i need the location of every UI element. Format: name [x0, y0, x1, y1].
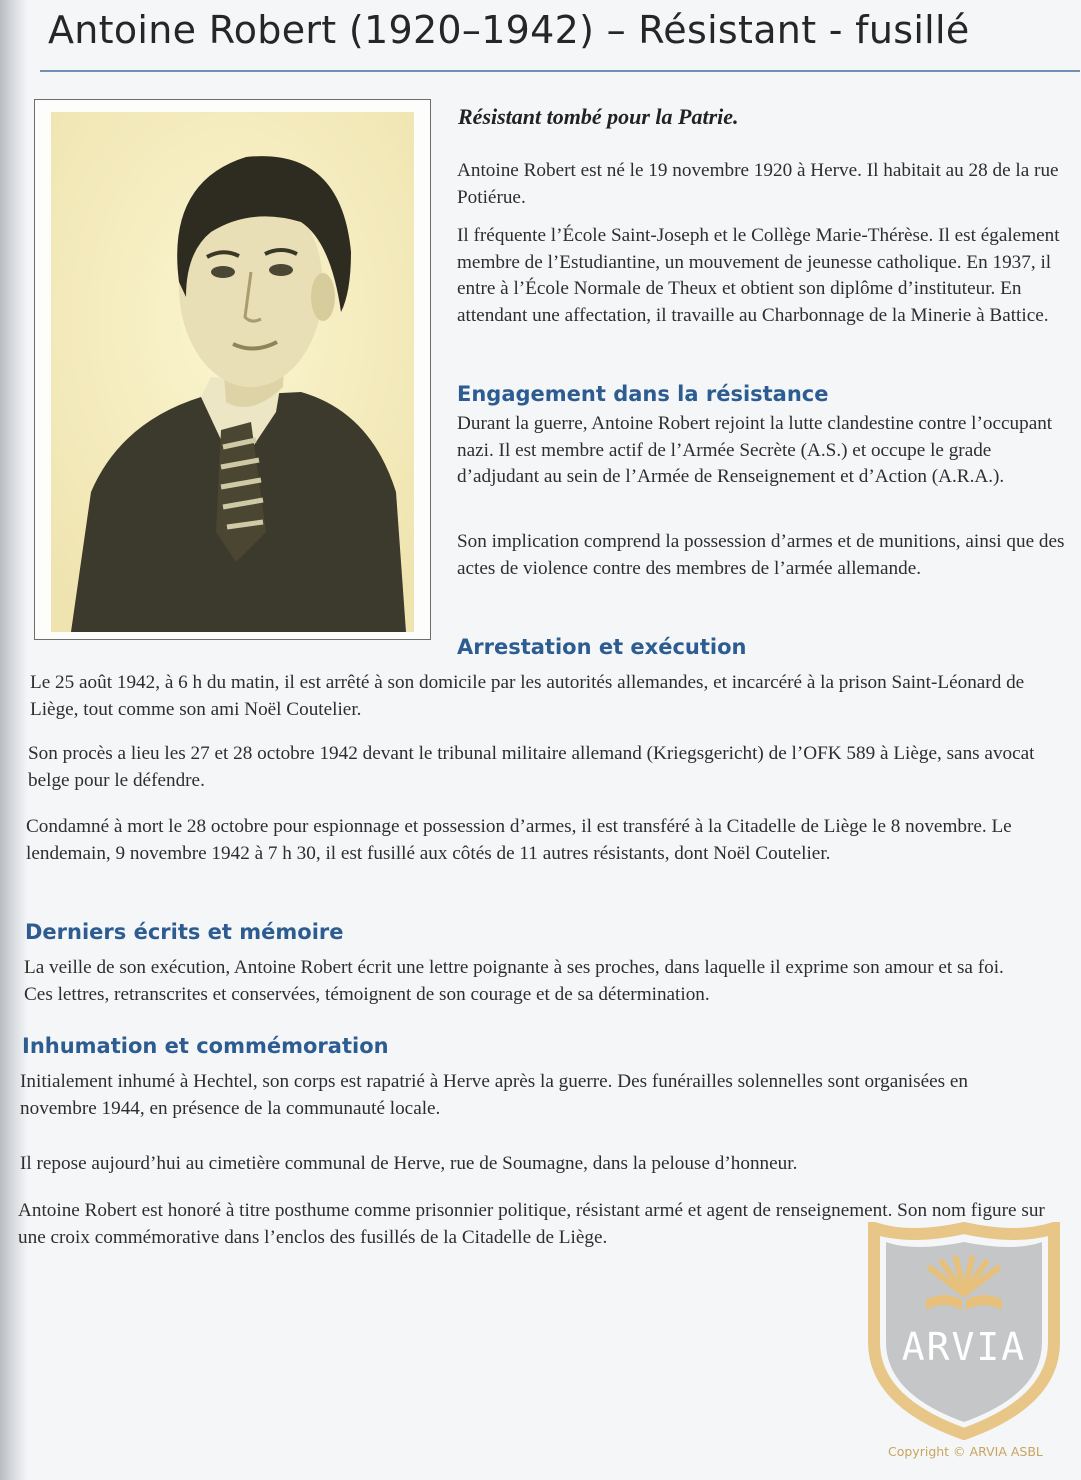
portrait-photo — [51, 112, 414, 632]
intro-paragraph-education: Il fréquente l’École Saint-Joseph et le Collège Marie-Thérèse. Il est également membre de l’Estudiantine, un mouvement de jeunesse catholique. En 1937, il entre à l’École Normale de Theux et obtient son diplôme d’instituteur. En attendant une affectation, il travaille au Charbonnage de la Minerie à Battice. — [457, 225, 1060, 326]
page-title: Antoine Robert (1920–1942) – Résistant - fusillé — [48, 8, 970, 52]
heading-ecrits: Derniers écrits et mémoire — [25, 920, 344, 944]
arrestation-paragraph-2: Son procès a lieu les 27 et 28 octobre 1942 devant le tribunal militaire allemand (Kriegsgericht) de l’OFK 589 à Liège, sans avocat belge pour le défendre. — [28, 743, 1035, 791]
book-spine-shadow — [0, 0, 28, 1480]
heading-arrestation: Arrestation et exécution — [457, 635, 747, 659]
arrestation-paragraph-3: Condamné à mort le 28 octobre pour espionnage et possession d’armes, il est transféré à la Citadelle de Liège le 8 novembre. Le lendemain, 9 novembre 1942 à 7 h 30, il est fusillé aux côtés de 11 autres résistants, dont Noël Coutelier. — [26, 816, 1012, 864]
ecrits-paragraph-1: La veille de son exécution, Antoine Robert écrit une lettre poignante à ses proches, dans laquelle il exprime son amour et sa foi. Ces lettres, retranscrites et conservées, témoignent de son courage et de sa détermination. — [24, 957, 1004, 1005]
intro-paragraph-birth: Antoine Robert est né le 19 novembre 1920 à Herve. Il habitait au 28 de la rue Potiérue. — [457, 160, 1059, 208]
copyright-notice: Copyright © ARVIA ASBL — [888, 1444, 1043, 1459]
engagement-paragraph-1: Durant la guerre, Antoine Robert rejoint la lutte clandestine contre l’occupant nazi. Il est membre actif de l’Armée Secrète (A.S.) et occupe le grade d’adjudant au sein de l’Armée de Renseignement et d’Action (A.R.A.). — [457, 413, 1053, 487]
arvia-watermark-logo — [868, 1222, 1060, 1440]
engagement-paragraph-2: Son implication comprend la possession d’armes et de munitions, ainsi que des actes de violence contre des membres de l’armée allemande. — [457, 531, 1065, 579]
inhumation-paragraph-1: Initialement inhumé à Hechtel, son corps est rapatrié à Herve après la guerre. Des funérailles solennelles sont organisées en novembre 1944, en présence de la communauté locale. — [20, 1071, 969, 1119]
logo-text: ARVIA — [901, 1325, 1027, 1369]
heading-engagement: Engagement dans la résistance — [457, 382, 829, 406]
title-divider — [40, 70, 1080, 72]
portrait-frame — [34, 99, 431, 640]
portrait-subtitle: Résistant tombé pour la Patrie. — [458, 104, 739, 129]
heading-inhumation: Inhumation et commémoration — [22, 1034, 389, 1058]
arrestation-paragraph-1: Le 25 août 1942, à 6 h du matin, il est arrêté à son domicile par les autorités allemandes, et incarcéré à la prison Saint-Léonard de Liège, tout comme son ami Noël Coutelier. — [30, 672, 1025, 720]
inhumation-paragraph-3: Antoine Robert est honoré à titre posthume comme prisonnier politique, résistant armé et agent de renseignement. Son nom figure sur une croix commémorative dans l’enclos des fusillés de la Citadelle de Liège. — [18, 1200, 1045, 1248]
inhumation-paragraph-2: Il repose aujourd’hui au cimetière communal de Herve, rue de Soumagne, dans la pelouse d’honneur. — [20, 1153, 798, 1174]
